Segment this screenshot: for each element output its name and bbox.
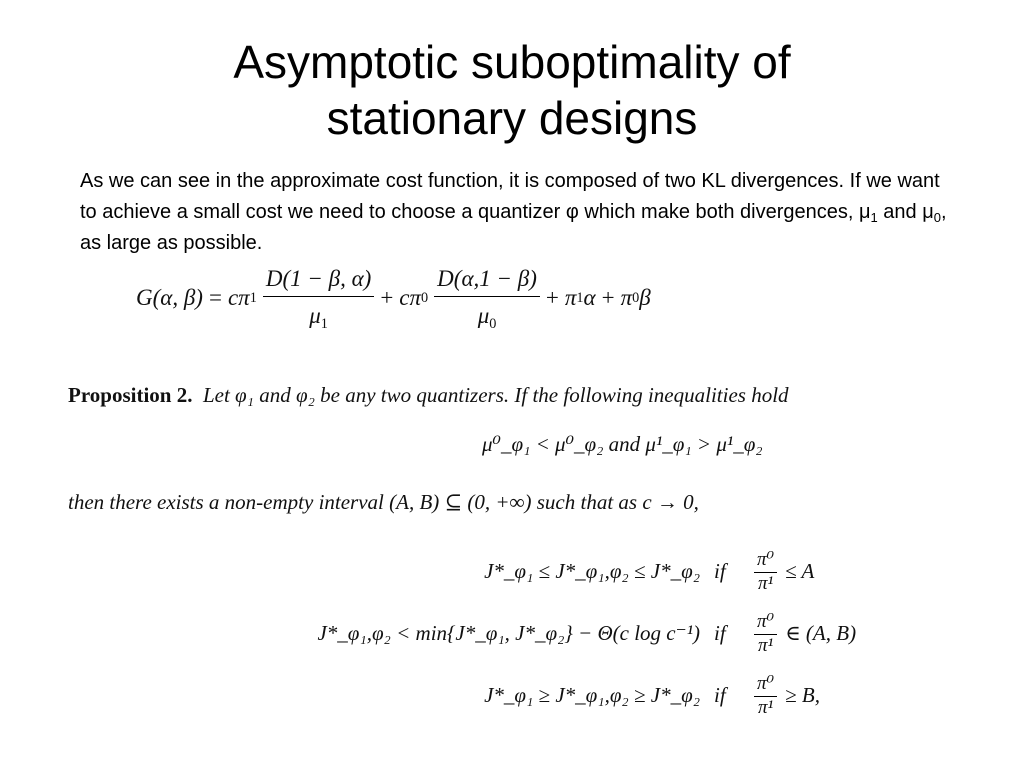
case-3-rhs [754,672,820,719]
case-1-ratio-den: π¹ [757,572,774,594]
case-row-1 [280,540,920,602]
case-1-lhs: J*_φ₁ ≤ J*_φ₁,φ₂ ≤ J*_φ₂ [484,558,700,583]
proposition-label: Proposition 2. [68,383,193,407]
formula-equals: = [208,284,222,310]
case-row-2 [280,602,920,664]
case-3-ratio-num: π⁰ [754,672,777,697]
case-2-ratio [754,610,777,657]
intro-subscript-0: 0 [933,210,941,225]
case-1-relation: ≤ A [785,558,815,583]
formula-plus-2: + [545,284,559,310]
formula-lhs: G(α, β) [136,284,203,310]
formula-alpha: α [583,284,596,310]
intro-paragraph [80,166,960,259]
fraction-1-mu-sub: 1 [320,315,328,332]
case-2-relation: ∈ (A, B) [785,620,857,645]
case-3-ratio [754,672,777,719]
intro-text-part3: , as large as possible. [80,201,947,254]
formula-fraction-2 [434,266,540,332]
formula-c-2: c [399,284,410,310]
formula-c-1: c [227,284,239,310]
case-2-lhs: J*_φ₁,φ₂ < min{J*_φ₁, J*_φ₂} − Θ(c log c⁻¹) [317,620,700,645]
title-line-1: Asymptotic suboptimality of [233,36,791,88]
intro-text-part1: As we can see in the approximate cost function, it is composed of two KL divergences. If we want to achieve a small cost we need to choose a quantizer φ which make both divergences, μ [80,170,940,223]
fraction-2-mu-sub: 0 [489,315,497,332]
case-3-if: if [714,682,726,707]
formula-beta: β [639,284,651,310]
proposition-conclusion: then there exists a non-empty interval (A, B) ⊆ (0, +∞) such that as c → 0, [68,490,699,514]
proposition-statement [68,380,968,410]
proposition-condition: μ⁰_φ₁ < μ⁰_φ₂ and μ¹_φ₁ > μ¹_φ₂ [482,432,763,456]
case-2-if: if [714,620,726,645]
proposition-text: Let φ₁ and φ₂ be any two quantizers. If the following inequalities hold [202,383,789,407]
fraction-2-denominator [434,297,540,332]
case-3-lhs: J*_φ₁ ≥ J*_φ₁,φ₂ ≥ J*_φ₂ [484,682,700,707]
fraction-1-numerator: D(1 − β, α) [263,266,374,297]
fraction-2-numerator: D(α,1 − β) [434,266,540,297]
cost-function-formula: G(α, β) = c π 1 $\frac{D(1 - \beta, \alpha)}{\mu_1}$ + c π 0 $\frac{D(\alpha,1 - \beta)}{\mu_0}$ + π 1 α + π 0 β [136,266,651,332]
intro-text-part2: and μ [877,201,934,223]
case-1-ratio-num: π⁰ [754,548,777,573]
case-row-3 [280,664,920,726]
case-1-ratio [754,548,777,595]
formula-plus-1: + [380,284,394,310]
formula-pi-2: π [409,284,422,310]
title-line-2: stationary designs [326,92,698,144]
formula-pi-1: π [238,284,250,310]
case-2-rhs [754,610,856,657]
case-3-ratio-den: π¹ [757,696,774,718]
fraction-1-mu: μ [309,303,321,328]
formula-pi-4: π [620,284,633,310]
case-2-ratio-num: π⁰ [754,610,777,635]
formula-fraction-1 [263,266,374,332]
cases-block [280,540,920,726]
formula-pi-3: π [564,284,577,310]
intro-subscript-1: 1 [870,210,878,225]
formula-plus-3: + [601,284,615,310]
case-2-ratio-den: π¹ [757,634,774,656]
slide-title [0,34,1024,146]
fraction-2-mu: μ [477,303,490,328]
fraction-1-denominator [263,297,374,332]
case-3-relation: ≥ B, [785,682,820,707]
case-1-rhs [754,548,814,595]
case-1-if: if [714,558,726,583]
